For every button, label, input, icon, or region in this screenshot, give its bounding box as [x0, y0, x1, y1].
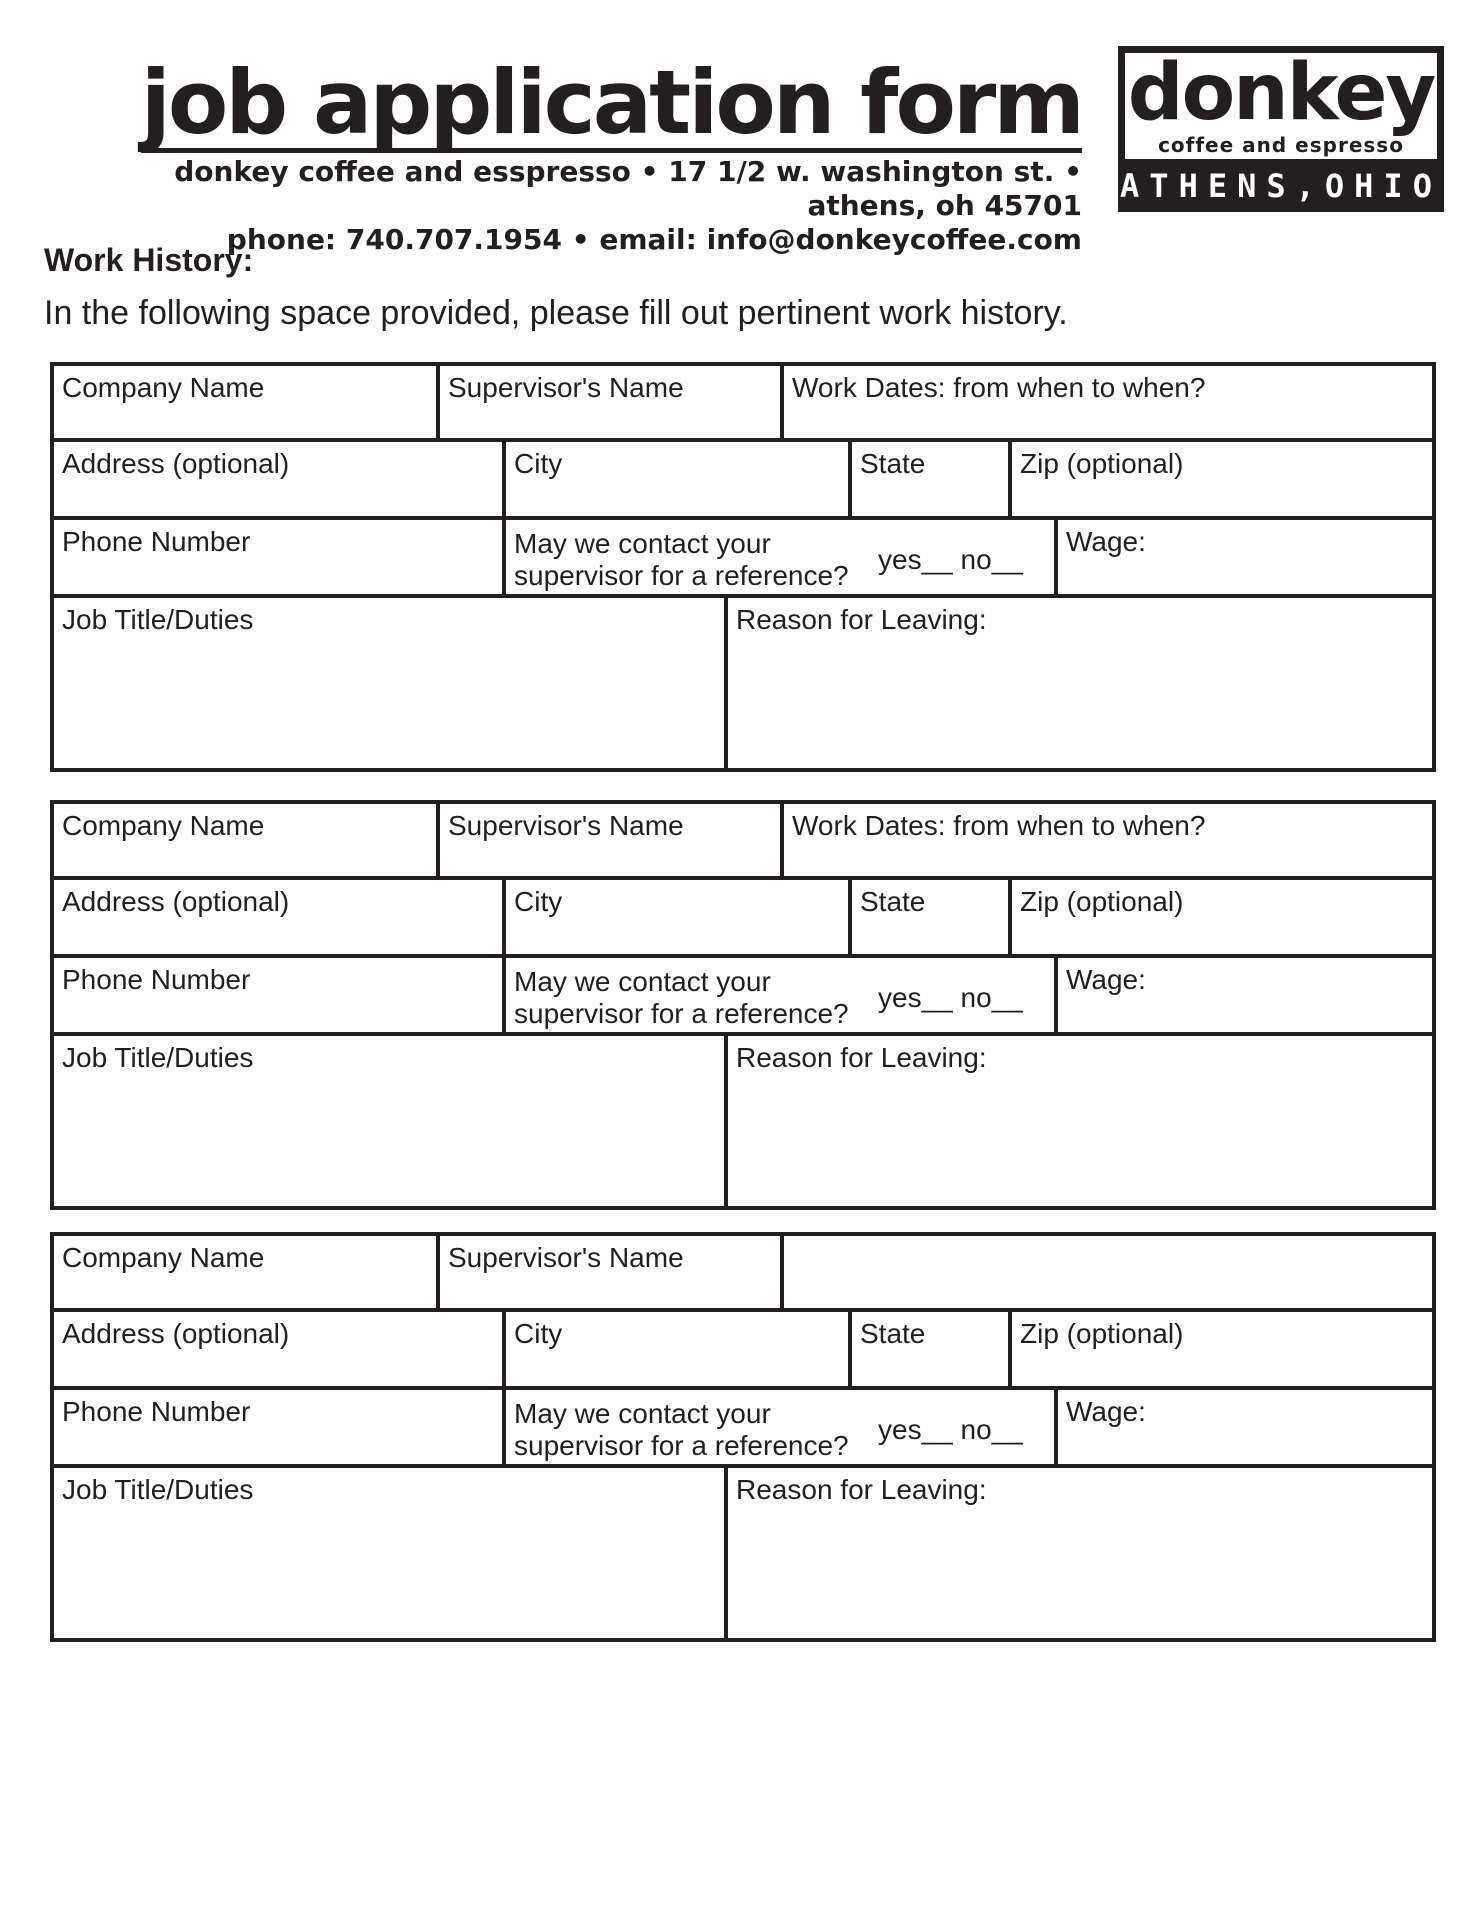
state-label: State — [860, 886, 926, 917]
form-title: job application form — [140, 51, 1082, 154]
reason-for-leaving-field[interactable] — [724, 1464, 1436, 1642]
company-name-field[interactable] — [50, 800, 440, 880]
address-label: Address (optional) — [62, 448, 290, 479]
yes-no-options[interactable]: yes__ no__ — [878, 544, 1023, 575]
job-title-duties-field[interactable] — [50, 1032, 728, 1210]
wage-label: Wage: — [1066, 526, 1146, 557]
business-contact: phone: 740.707.1954 • email: info@donkeycoffee.com — [226, 223, 1082, 256]
logo-subtitle: coffee and espresso — [1158, 133, 1404, 157]
zip-label: Zip (optional) — [1020, 886, 1184, 917]
reference-question-line1: May we contact your — [514, 966, 771, 997]
reason-for-leaving-field[interactable] — [724, 1032, 1436, 1210]
job-title-duties-field[interactable] — [50, 1464, 728, 1642]
address-field[interactable] — [50, 876, 506, 958]
company-name-field[interactable] — [50, 362, 440, 442]
job-title-duties-label: Job Title/Duties — [62, 604, 254, 635]
zip-field[interactable] — [1008, 1308, 1436, 1390]
reason-for-leaving-label: Reason for Leaving: — [736, 1042, 987, 1073]
supervisor-name-label: Supervisor's Name — [448, 372, 684, 403]
company-name-label: Company Name — [62, 372, 265, 403]
reference-contact-field[interactable] — [502, 954, 1058, 1036]
reference-question-line1: May we contact your — [514, 528, 771, 559]
work-dates-field[interactable] — [780, 362, 1436, 442]
zip-field[interactable] — [1008, 438, 1436, 520]
city-label: City — [514, 448, 563, 479]
donkey-logo — [1118, 46, 1444, 212]
zip-label: Zip (optional) — [1020, 1318, 1184, 1349]
company-name-field[interactable] — [50, 1232, 440, 1312]
yes-no-options[interactable]: yes__ no__ — [878, 982, 1023, 1013]
logo-city: ATHENS,OHIO — [1120, 167, 1442, 205]
city-field[interactable] — [502, 876, 852, 958]
wage-field[interactable] — [1054, 954, 1436, 1036]
work-dates-field[interactable] — [780, 800, 1436, 880]
state-field[interactable] — [848, 1308, 1012, 1390]
address-label: Address (optional) — [62, 886, 290, 917]
zip-label: Zip (optional) — [1020, 448, 1184, 479]
job-title-duties-label: Job Title/Duties — [62, 1474, 254, 1505]
reference-contact-field[interactable] — [502, 516, 1058, 598]
work-history-entry — [50, 362, 1436, 772]
phone-number-label: Phone Number — [62, 964, 251, 995]
reference-question — [514, 528, 849, 592]
state-label: State — [860, 448, 926, 479]
reference-contact-field[interactable] — [502, 1386, 1058, 1468]
supervisor-name-field[interactable] — [436, 800, 784, 880]
wage-label: Wage: — [1066, 1396, 1146, 1427]
reason-for-leaving-field[interactable] — [724, 594, 1436, 772]
supervisor-name-label: Supervisor's Name — [448, 810, 684, 841]
work-dates-label: Work Dates: from when to when? — [792, 810, 1206, 841]
phone-number-field[interactable] — [50, 1386, 506, 1468]
business-address: donkey coffee and esspresso • 17 1/2 w. washington st. • athens, oh 45701 — [174, 155, 1082, 222]
header — [70, 51, 1082, 257]
zip-field[interactable] — [1008, 876, 1436, 958]
reference-question-line2: supervisor for a reference? — [514, 560, 849, 591]
reason-for-leaving-label: Reason for Leaving: — [736, 604, 987, 635]
reference-question-line2: supervisor for a reference? — [514, 1430, 849, 1461]
yes-no-options[interactable]: yes__ no__ — [878, 1414, 1023, 1445]
work-history-entry — [50, 1232, 1436, 1642]
company-name-label: Company Name — [62, 1242, 265, 1273]
phone-number-label: Phone Number — [62, 526, 251, 557]
section-title: Work History: — [44, 242, 254, 278]
job-title-duties-label: Job Title/Duties — [62, 1042, 254, 1073]
address-field[interactable] — [50, 1308, 506, 1390]
logo-upper-panel — [1125, 48, 1437, 159]
job-title-duties-field[interactable] — [50, 594, 728, 772]
wage-field[interactable] — [1054, 1386, 1436, 1468]
supervisor-name-field[interactable] — [436, 362, 784, 442]
reason-for-leaving-label: Reason for Leaving: — [736, 1474, 987, 1505]
company-name-label: Company Name — [62, 810, 265, 841]
reference-question — [514, 1398, 849, 1462]
work-dates-field[interactable] — [780, 1232, 1436, 1312]
reference-question-line1: May we contact your — [514, 1398, 771, 1429]
city-label: City — [514, 886, 563, 917]
work-history-entry — [50, 800, 1436, 1210]
city-field[interactable] — [502, 1308, 852, 1390]
supervisor-name-label: Supervisor's Name — [448, 1242, 684, 1273]
logo-word: donkey — [1127, 48, 1435, 138]
city-field[interactable] — [502, 438, 852, 520]
work-dates-label: Work Dates: from when to when? — [792, 372, 1206, 403]
reference-question-line2: supervisor for a reference? — [514, 998, 849, 1029]
phone-number-field[interactable] — [50, 516, 506, 598]
supervisor-name-field[interactable] — [436, 1232, 784, 1312]
phone-number-label: Phone Number — [62, 1396, 251, 1427]
phone-number-field[interactable] — [50, 954, 506, 1036]
state-label: State — [860, 1318, 926, 1349]
address-label: Address (optional) — [62, 1318, 290, 1349]
instructions: In the following space provided, please fill out pertinent work history. — [44, 294, 1068, 332]
wage-field[interactable] — [1054, 516, 1436, 598]
address-field[interactable] — [50, 438, 506, 520]
state-field[interactable] — [848, 876, 1012, 958]
wage-label: Wage: — [1066, 964, 1146, 995]
state-field[interactable] — [848, 438, 1012, 520]
reference-question — [514, 966, 849, 1030]
city-label: City — [514, 1318, 563, 1349]
